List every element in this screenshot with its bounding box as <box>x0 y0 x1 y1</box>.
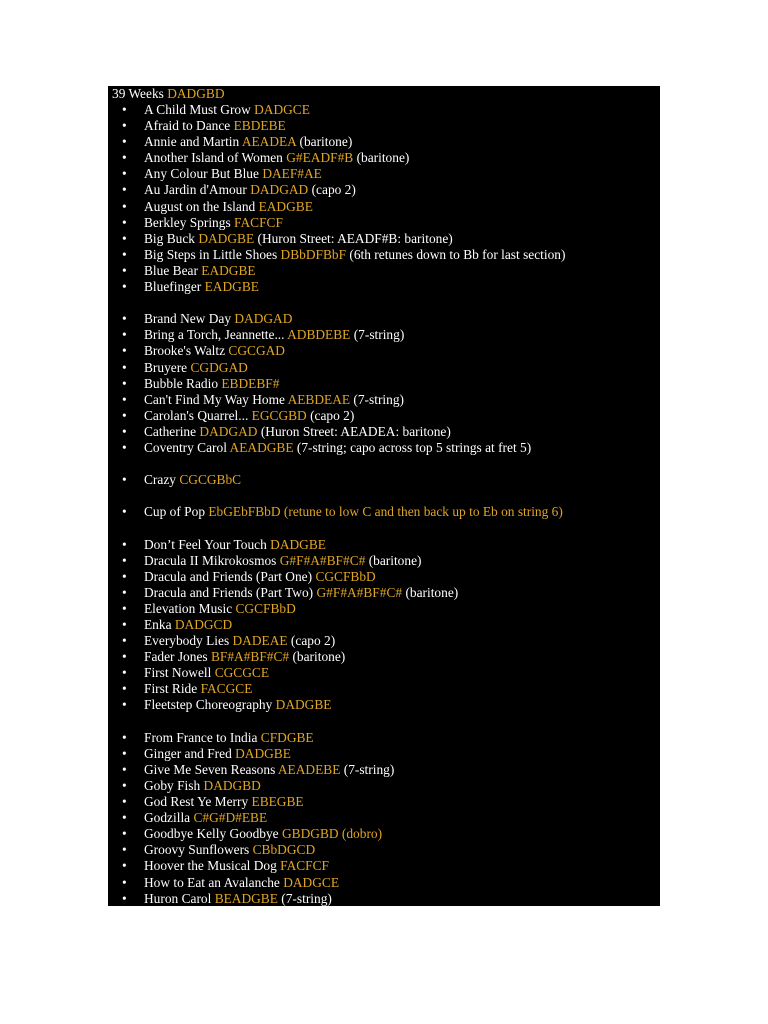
song-entry <box>144 875 339 891</box>
song-entry <box>144 279 259 295</box>
list-item <box>108 762 660 778</box>
song-entry <box>144 166 322 182</box>
song-tuning: DADGBE <box>270 536 326 552</box>
list-item <box>108 166 660 182</box>
song-entry <box>144 617 232 633</box>
song-tuning: DAEF#AE <box>262 166 322 182</box>
list-item <box>108 199 660 215</box>
list-item <box>108 440 660 456</box>
song-entry <box>144 408 354 424</box>
song-title: Elevation Music <box>144 600 233 616</box>
list-item <box>108 601 660 617</box>
header-entry <box>112 86 225 102</box>
list-item <box>108 424 660 440</box>
song-entry <box>144 263 256 279</box>
song-note: (baritone) <box>292 649 346 665</box>
list-item <box>108 585 660 601</box>
song-tuning: EGCGBD <box>251 407 307 423</box>
bullet-icon: • <box>122 745 127 761</box>
song-entry <box>144 537 326 553</box>
song-tuning: CGCGCE <box>214 665 270 681</box>
list-item <box>108 102 660 118</box>
song-entry <box>144 102 310 118</box>
list-item <box>108 553 660 569</box>
song-entry <box>144 182 356 198</box>
song-tuning: CBbDGCD <box>252 842 316 858</box>
song-note: (7-string; capo across top 5 strings at fret 5) <box>296 439 532 455</box>
bullet-icon: • <box>122 279 127 295</box>
song-tuning: EADGBE <box>258 198 313 214</box>
document-page <box>108 86 660 906</box>
song-entry <box>144 215 283 231</box>
song-title: Dracula II Mikrokosmos <box>144 552 277 568</box>
song-title: Dracula and Friends (Part Two) <box>144 584 314 600</box>
song-entry <box>144 311 292 327</box>
song-title: Another Island of Women <box>144 150 283 166</box>
song-title: Huron Carol <box>144 890 212 906</box>
song-entry <box>144 778 261 794</box>
song-tuning: ADBDEBE <box>287 327 351 343</box>
bullet-icon: • <box>122 890 127 906</box>
song-tuning: BF#A#BF#C# <box>210 649 290 665</box>
song-note: (dobro) <box>341 826 383 842</box>
bullet-icon: • <box>122 777 127 793</box>
song-tuning: DADGBE <box>275 697 332 713</box>
song-entry <box>144 134 352 150</box>
bullet-icon: • <box>122 761 127 777</box>
song-title: Blue Bear <box>144 262 198 278</box>
list-item <box>108 665 660 681</box>
bullet-icon: • <box>122 391 127 407</box>
bullet-icon: • <box>122 262 127 278</box>
list-item <box>108 633 660 649</box>
bullet-icon: • <box>122 118 127 134</box>
song-tuning: EBEGBE <box>251 794 304 810</box>
song-tuning: EADGBE <box>204 279 259 295</box>
song-tuning: G#F#A#BF#C# <box>316 584 403 600</box>
song-note: (baritone) <box>405 584 459 600</box>
song-entry <box>144 376 279 392</box>
song-tuning: DADGAD <box>234 311 293 327</box>
song-entry <box>144 891 332 906</box>
song-entry <box>144 231 453 247</box>
bullet-icon: • <box>122 552 127 568</box>
song-title: Carolan's Quarrel... <box>144 407 249 423</box>
bullet-icon: • <box>122 423 127 439</box>
song-entry <box>144 842 315 858</box>
list-item <box>108 182 660 198</box>
bullet-icon: • <box>122 681 127 697</box>
song-tuning: FACGCE <box>200 681 253 697</box>
bullet-icon: • <box>122 649 127 665</box>
list-item <box>108 697 660 713</box>
song-title: Goodbye Kelly Goodbye <box>144 826 279 842</box>
bullet-icon: • <box>122 617 127 632</box>
list-item <box>108 392 660 408</box>
bullet-icon: • <box>122 536 127 552</box>
song-tuning: DADGCE <box>254 102 310 117</box>
list-item <box>108 376 660 392</box>
list-item <box>108 343 660 359</box>
list-item <box>108 649 660 665</box>
list-item <box>108 311 660 327</box>
song-title: Dracula and Friends (Part One) <box>144 568 313 584</box>
song-entry <box>144 762 394 778</box>
song-tuning: DADGBE <box>198 230 255 246</box>
song-tuning: DADGAD <box>250 182 309 198</box>
bullet-icon: • <box>122 472 127 488</box>
list-item <box>108 118 660 134</box>
song-note: (7-string) <box>281 890 332 906</box>
list-item <box>108 327 660 343</box>
song-entry <box>144 150 409 166</box>
song-title: Afraid to Dance <box>144 118 231 134</box>
song-note: (capo 2) <box>290 633 336 649</box>
song-tuning: G#EADF#B <box>286 150 354 166</box>
list-item <box>108 778 660 794</box>
bullet-icon: • <box>122 874 127 890</box>
song-entry <box>144 810 267 826</box>
song-tuning: EBDEBE <box>233 118 286 134</box>
song-entry <box>144 343 285 359</box>
song-title: Berkley Springs <box>144 214 231 230</box>
header-title: 39 Weeks <box>112 86 164 101</box>
bullet-icon: • <box>122 584 127 600</box>
song-title: Enka <box>144 617 172 632</box>
song-entry <box>144 392 404 408</box>
song-tuning: CFDGBE <box>260 729 314 745</box>
list-item <box>108 891 660 906</box>
bullet-icon: • <box>122 810 127 826</box>
list-item <box>108 247 660 263</box>
bullet-icon: • <box>122 230 127 246</box>
bullet-icon: • <box>122 102 127 117</box>
song-list <box>108 102 660 906</box>
song-title: First Ride <box>144 681 198 697</box>
song-title: Bluefinger <box>144 279 202 295</box>
song-note: (7-string) <box>353 391 404 407</box>
song-note: (baritone) <box>356 150 410 166</box>
song-title: Can't Find My Way Home <box>144 391 285 407</box>
song-entry <box>144 199 313 215</box>
list-item <box>108 215 660 231</box>
list-item <box>108 569 660 585</box>
song-title: Everybody Lies <box>144 633 230 649</box>
song-title: A Child Must Grow <box>144 102 251 117</box>
song-entry <box>144 569 376 585</box>
list-item <box>108 826 660 842</box>
song-entry <box>144 424 451 440</box>
list-item <box>108 279 660 295</box>
song-title: Don’t Feel Your Touch <box>144 536 267 552</box>
song-entry <box>144 730 314 746</box>
song-tuning: CGCGAD <box>228 343 285 359</box>
list-item <box>108 150 660 166</box>
song-title: Fader Jones <box>144 649 208 665</box>
bullet-icon: • <box>122 729 127 745</box>
bullet-icon: • <box>122 407 127 423</box>
bullet-icon: • <box>122 246 127 262</box>
bullet-icon: • <box>122 327 127 343</box>
song-title: August on the Island <box>144 198 256 214</box>
song-tuning: CGCFBbD <box>315 568 376 584</box>
song-entry <box>144 553 421 569</box>
song-entry <box>144 681 252 697</box>
list-item <box>108 730 660 746</box>
song-title: God Rest Ye Merry <box>144 794 249 810</box>
list-item <box>108 134 660 150</box>
song-entry <box>144 440 531 456</box>
song-entry <box>144 858 329 874</box>
bullet-icon: • <box>122 375 127 391</box>
list-item <box>108 263 660 279</box>
bullet-icon: • <box>122 311 127 327</box>
song-tuning: AEADEBE <box>277 761 341 777</box>
list-item <box>108 794 660 810</box>
bullet-icon: • <box>122 794 127 810</box>
song-title: Catherine <box>144 423 197 439</box>
song-tuning: DADGCD <box>174 617 233 632</box>
bullet-icon: • <box>122 600 127 616</box>
song-entry <box>144 247 565 263</box>
song-entry <box>144 327 404 343</box>
list-item <box>108 875 660 891</box>
bullet-icon: • <box>122 198 127 214</box>
song-entry <box>144 633 335 649</box>
song-tuning: FACFCF <box>280 858 330 874</box>
song-tuning: CGDGAD <box>190 359 248 375</box>
song-title: Big Buck <box>144 230 195 246</box>
song-entry <box>144 649 345 665</box>
song-title: Ginger and Fred <box>144 745 232 761</box>
song-title: How to Eat an Avalanche <box>144 874 280 890</box>
list-item <box>108 842 660 858</box>
bullet-icon: • <box>122 568 127 584</box>
song-tuning: EADGBE <box>201 262 256 278</box>
song-tuning: AEBDEAE <box>287 391 351 407</box>
song-entry <box>144 746 291 762</box>
song-title: Coventry Carol <box>144 439 227 455</box>
song-tuning: DADGCE <box>283 874 339 890</box>
song-tuning: DADGBE <box>235 745 291 761</box>
bullet-icon: • <box>122 214 127 230</box>
song-tuning: C#G#D#EBE <box>193 810 268 826</box>
list-item <box>108 360 660 376</box>
bullet-icon: • <box>122 826 127 842</box>
song-entry <box>144 585 458 601</box>
song-entry <box>144 826 382 842</box>
song-entry <box>144 697 331 713</box>
song-entry <box>144 118 286 134</box>
song-tuning: CGCFBbD <box>235 600 296 616</box>
bullet-icon: • <box>122 150 127 166</box>
bullet-icon: • <box>122 359 127 375</box>
bullet-icon: • <box>122 842 127 858</box>
list-item <box>108 681 660 697</box>
song-entry <box>144 472 241 488</box>
song-note: (baritone) <box>368 552 422 568</box>
song-title: Give Me Seven Reasons <box>144 761 276 777</box>
song-entry <box>144 665 269 681</box>
song-tuning: DADEAE <box>232 633 288 649</box>
song-title: Annie and Martin <box>144 134 240 150</box>
song-note: (7-string) <box>353 327 405 343</box>
list-item <box>108 472 660 488</box>
bullet-icon: • <box>122 697 127 713</box>
song-title: Groovy Sunflowers <box>144 842 250 858</box>
song-entry <box>144 601 296 617</box>
bullet-icon: • <box>122 665 127 681</box>
song-title: Cup of Pop <box>144 504 206 520</box>
song-title: Bring a Torch, Jeannette... <box>144 327 285 343</box>
song-note: (capo 2) <box>311 182 356 198</box>
song-title: Any Colour But Blue <box>144 166 259 182</box>
bullet-icon: • <box>122 182 127 198</box>
song-title: Goby Fish <box>144 777 201 793</box>
song-entry <box>144 360 248 376</box>
song-tuning: AEADGBE <box>229 439 294 455</box>
song-title: Bubble Radio <box>144 375 219 391</box>
song-note: (retune to low C and then back up to Eb on string 6) <box>283 504 563 520</box>
song-note: (Huron Street: AEADF#B: baritone) <box>257 230 453 246</box>
list-item <box>108 858 660 874</box>
song-entry <box>144 504 563 520</box>
song-note: (7-string) <box>343 761 395 777</box>
list-item <box>108 231 660 247</box>
song-tuning: CGCGBbC <box>179 472 242 488</box>
song-tuning: FACFCF <box>234 214 283 230</box>
song-title: Brand New Day <box>144 311 232 327</box>
header-tuning: DADGBD <box>167 86 225 101</box>
song-tuning: DADGBD <box>203 777 261 793</box>
song-title: Fleetstep Choreography <box>144 697 273 713</box>
song-tuning: EbGEbFBbD <box>208 504 281 520</box>
song-entry <box>144 794 304 810</box>
bullet-icon: • <box>122 633 127 649</box>
bullet-icon: • <box>122 439 127 455</box>
list-item <box>108 504 660 520</box>
song-tuning: DBbDFBbF <box>280 246 347 262</box>
list-item <box>108 537 660 553</box>
song-note: (6th retunes down to Bb for last section) <box>349 246 566 262</box>
list-item <box>108 408 660 424</box>
bullet-icon: • <box>122 504 127 520</box>
song-title: Crazy <box>144 472 176 488</box>
song-title: Big Steps in Little Shoes <box>144 246 278 262</box>
song-title: Hoover the Musical Dog <box>144 858 277 874</box>
song-tuning: EBDEBF# <box>221 375 280 391</box>
song-note: (baritone) <box>299 134 353 150</box>
song-title: Au Jardin d'Amour <box>144 182 247 198</box>
song-note: (capo 2) <box>310 407 355 423</box>
bullet-icon: • <box>122 343 127 359</box>
song-title: Brooke's Waltz <box>144 343 226 359</box>
song-tuning: DADGAD <box>199 423 258 439</box>
song-tuning: AEADEA <box>241 134 297 150</box>
song-title: Bruyere <box>144 359 188 375</box>
song-tuning: GBDGBD <box>282 826 339 842</box>
song-title: First Nowell <box>144 665 212 681</box>
song-tuning: BEADGBE <box>214 890 278 906</box>
bullet-icon: • <box>122 134 127 150</box>
bullet-icon: • <box>122 858 127 874</box>
song-title: Godzilla <box>144 810 191 826</box>
list-item <box>108 617 660 633</box>
song-note: (Huron Street: AEADEA: baritone) <box>260 423 451 439</box>
song-tuning: G#F#A#BF#C# <box>279 552 366 568</box>
bullet-icon: • <box>122 166 127 182</box>
list-item <box>108 746 660 762</box>
song-title: From France to India <box>144 729 258 745</box>
list-item <box>108 810 660 826</box>
